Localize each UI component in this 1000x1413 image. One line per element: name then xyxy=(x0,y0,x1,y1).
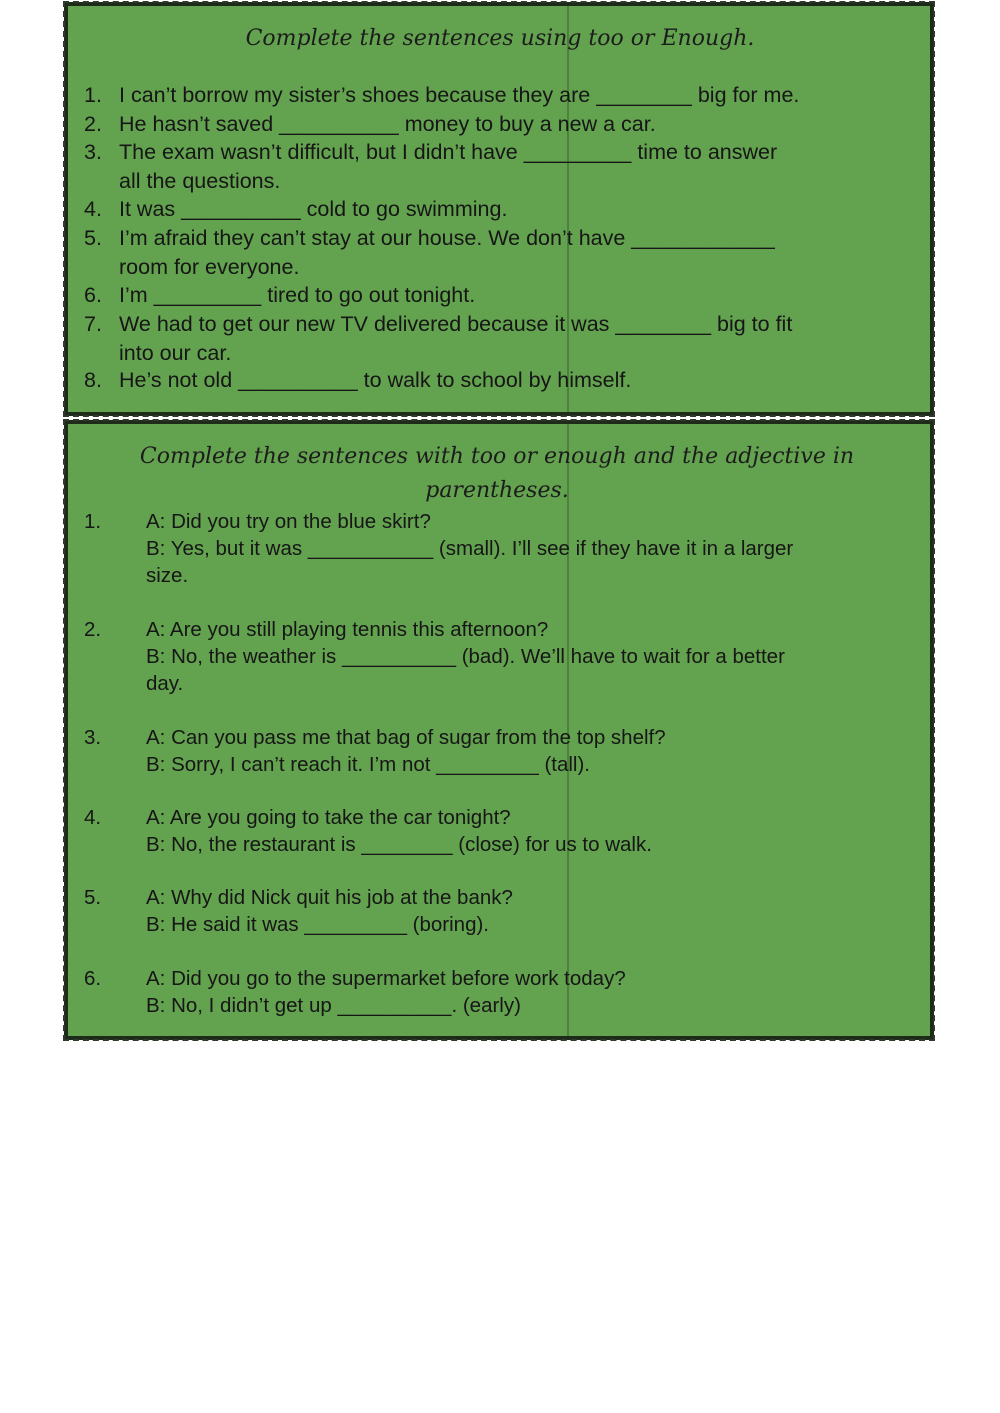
question-number: 6. xyxy=(84,283,102,307)
dialogue-2-2 xyxy=(84,616,914,697)
question-text-continued: all the questions. xyxy=(119,168,281,193)
question-text: I’m _________ tired to go out tonight. xyxy=(119,283,476,307)
question-number: 4. xyxy=(84,806,102,829)
question-text-continued: room for everyone. xyxy=(119,254,300,279)
exercise-2-title: Complete the sentences with too or enough and the adjective in parentheses. xyxy=(139,444,855,503)
dialogue-2-1 xyxy=(84,508,914,589)
question-number: 2. xyxy=(84,112,102,136)
question-1-2 xyxy=(84,110,924,139)
question-number: 1. xyxy=(84,510,102,533)
question-number: 1. xyxy=(84,83,102,107)
dialogue-line-a: A: Why did Nick quit his job at the bank? xyxy=(146,886,513,909)
dialogue-line-b: B: Yes, but it was ___________ (small). I’ll see if they have it in a larger xyxy=(146,537,794,560)
question-number: 3. xyxy=(84,726,102,749)
dialogue-2-5 xyxy=(84,884,914,938)
question-text: He hasn’t saved __________ money to buy a new a car. xyxy=(119,112,656,136)
question-1-7 xyxy=(84,310,924,367)
question-text: He’s not old __________ to walk to school by himself. xyxy=(119,368,632,392)
question-text: I’m afraid they can’t stay at our house. We don’t have ____________ xyxy=(119,226,775,250)
question-1-3 xyxy=(84,138,924,195)
question-text: The exam wasn’t difficult, but I didn’t have _________ time to answer xyxy=(119,140,778,164)
dialogue-2-4 xyxy=(84,804,914,858)
question-number: 4. xyxy=(84,197,102,221)
question-1-6 xyxy=(84,281,924,310)
dialogue-line-a: A: Did you go to the supermarket before work today? xyxy=(146,967,626,990)
question-1-8 xyxy=(84,366,924,395)
exercise-1-title: Complete the sentences using too or Enough. xyxy=(245,26,755,51)
question-1-1 xyxy=(84,81,924,110)
question-number: 5. xyxy=(84,886,102,909)
question-number: 6. xyxy=(84,967,102,990)
question-number: 2. xyxy=(84,618,102,641)
dialogue-line-a: A: Did you try on the blue skirt? xyxy=(146,510,431,533)
dialogue-2-3 xyxy=(84,724,914,778)
question-text-continued: into our car. xyxy=(119,340,232,365)
question-1-5 xyxy=(84,224,924,281)
dialogue-line-a: A: Are you still playing tennis this afternoon? xyxy=(146,618,549,641)
dialogue-line-a: A: Can you pass me that bag of sugar from the top shelf? xyxy=(146,726,666,749)
dialogue-line-b: B: No, I didn’t get up __________. (early) xyxy=(146,994,521,1017)
question-1-4 xyxy=(84,195,924,224)
dialogue-line-b: B: No, the restaurant is ________ (close) for us to walk. xyxy=(146,833,652,856)
question-text: We had to get our new TV delivered because it was ________ big to fit xyxy=(119,312,793,336)
dialogue-line-b-continued: day. xyxy=(146,672,184,695)
question-number: 3. xyxy=(84,140,102,164)
dialogue-line-b: B: No, the weather is __________ (bad). We’ll have to wait for a better xyxy=(146,645,785,668)
question-number: 7. xyxy=(84,312,102,336)
question-number: 8. xyxy=(84,368,102,392)
dialogue-2-6 xyxy=(84,965,914,1019)
dialogue-line-b: B: He said it was _________ (boring). xyxy=(146,913,490,936)
question-text: I can’t borrow my sister’s shoes because they are ________ big for me. xyxy=(119,83,800,107)
question-number: 5. xyxy=(84,226,102,250)
question-text: It was __________ cold to go swimming. xyxy=(119,197,508,221)
dialogue-line-a: A: Are you going to take the car tonight? xyxy=(146,806,511,829)
dialogue-line-b: B: Sorry, I can’t reach it. I’m not _________ (tall). xyxy=(146,753,590,776)
dialogue-line-b-continued: size. xyxy=(146,564,189,587)
